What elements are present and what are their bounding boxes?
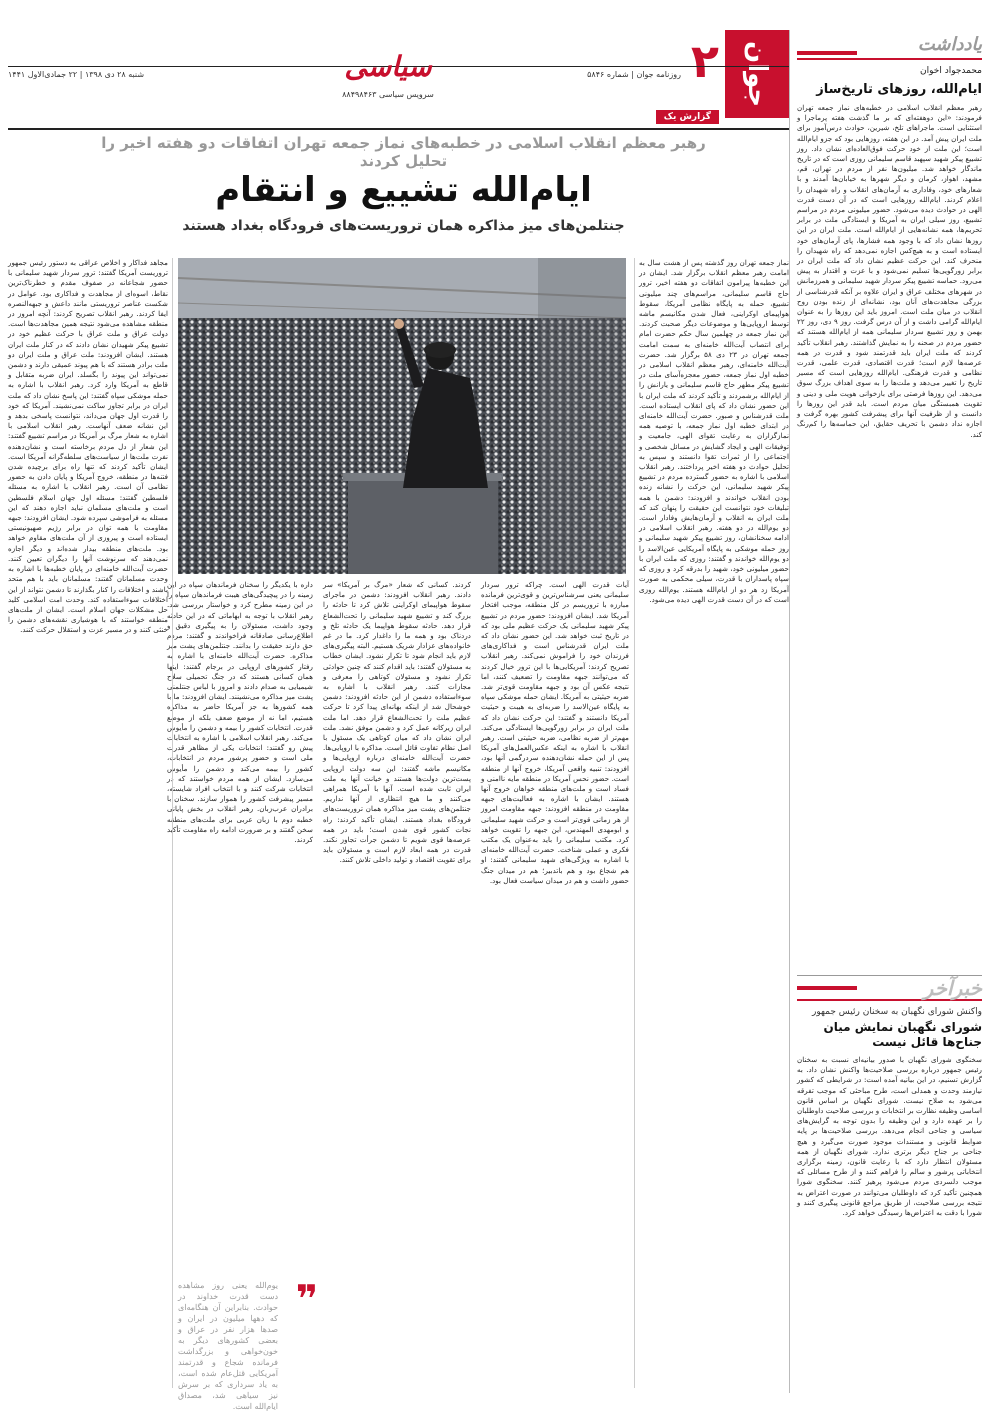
article-column-3-text: کردند. کسانی که شعار «مرگ بر آمریکا» سر دادند. رهبر انقلاب افزودند: دشمن در ماجرای سقوط هواپیمای اوکراینی تلاش کرد تا حادثه را بزرگ کند و تشییع شهید سلیمانی را تحت‌الشعاع قرار دهد. حادثه سقوط هواپیما یک حادثه تلخ و دردناک بود و همه ما را داغدار کرد. ما در غم خانواده‌های عزادار شریک هستیم. البته پیگیری‌های لازم باید انجام شود تا تکرار نشود. ایشان خطاب به مسئولان گفتند: باید اقدام کنند که چنین حوادثی تکرار نشود و مسئولان کوتاهی را معرفی و مجازات کنند. رهبر انقلاب با اشاره به سوءاستفاده دشمن از این حادثه افزودند: دشمن خوشحال شد از اینکه بهانه‌ای پیدا کرد تا حرکت عظیم ملت را تحت‌الشعاع قرار دهد. اما ملت ایران زیرکانه عمل کرد و دشمن موفق نشد. ملت ایران نشان داد که میان کوتاهی یک مسئول با اصل نظام تفاوت قائل است. مذاکره با اروپایی‌ها. حضرت آیت‌الله خامنه‌ای درباره اروپایی‌ها و مکانیسم ماشه گفتند: این سه دولت اروپایی پست‌ترین دولت‌ها هستند و خیانت آنها به ملت ایران ثابت شده است. آنها با آمریکا همراهی می‌کنند و ما هیچ انتظاری از آنها نداریم. جنتلمن‌های پشت میز مذاکره همان تروریست‌های فرودگاه بغداد هستند. ایشان تأکید کردند: راه نجات کشور قوی شدن است؛ باید در همه عرصه‌ها قوی شویم تا دشمن جرأت تجاوز نکند. قدرت در همه ابعاد لازم است و مسئولان باید برای تقویت اقتصاد و تولید داخلی تلاش کنند. xyxy=(323,580,471,865)
article-column-2 xyxy=(481,580,629,1388)
report-tag: گزارش یک xyxy=(656,110,719,124)
article-column-1 xyxy=(639,258,789,1388)
column-divider xyxy=(172,258,173,1388)
article-column-5 xyxy=(8,258,168,1388)
khabar-logo: خبرآخر xyxy=(923,975,982,1000)
article-column-2-text: آیات قدرت الهی است. چراکه ترور سردار سلیمانی یعنی سرشناس‌ترین و قوی‌ترین فرمانده مبارزه با تروریسم در کل منطقه، موجب افتخار آمریکا شد. ایشان افزودند: حضور مردم در تشییع پیکر شهید سلیمانی یک حرکت عظیم ملی بود که در تاریخ ثبت خواهد شد. این حضور نشان داد که ملت ایران قدرشناس است و فداکاری‌های فرزندان خود را فراموش نمی‌کند. رهبر انقلاب تصریح کردند: آمریکایی‌ها با این ترور خیال کردند که می‌توانند جبهه مقاومت را تضعیف کنند، اما نتیجه عکس آن بود و جبهه مقاومت قوی‌تر شد. ضربه حیثیتی به آمریکا. ایشان حمله موشکی سپاه به پایگاه عین‌الاسد را ضربه‌ای به هیبت و حیثیت آمریکا دانستند و گفتند: این حرکت نشان داد که ملت ایران در برابر زورگویی‌ها ایستادگی می‌کند. مهم‌تر از ضربه نظامی، ضربه حیثیتی است. رهبر انقلاب با اشاره به اینکه عکس‌العمل‌های آمریکا پس از این حمله نشان‌دهنده سردرگمی آنها بود، افزودند: تنبیه واقعی آمریکا، خروج آنها از منطقه است. حضور نحس آمریکا در منطقه مایه ناامنی و فساد است و ملت‌های منطقه خواهان خروج آنها هستند. ایشان با اشاره به فعالیت‌های جبهه مقاومت در منطقه افزودند: جبهه مقاومت امروز از هر زمانی قوی‌تر است و حرکت شهید سلیمانی و ابومهدی المهندس، این جبهه را تقویت خواهد کرد. مکتب سلیمانی را باید به‌عنوان یک مکتب فکری و عملی شناخت. حضرت آیت‌الله خامنه‌ای با اشاره به ویژگی‌های شهید سلیمانی گفتند: او هم شجاع بود و هم باتدبیر؛ هم در میدان جنگ حضور داشت و هم در میدان سیاست فعال بود. xyxy=(481,580,629,885)
khabar-body: سخنگوی شورای نگهبان با صدور بیانیه‌ای نسبت به سخنان رئیس جمهور درباره بررسی صلاحیت‌ها واکنش نشان داد. به گزارش تسنیم، در این بیانیه آمده است: در شرایطی که کشور نیازمند وحدت و همدلی است، طرح مباحثی که موجب تفرقه می‌شود به صلاح نیست. شورای نگهبان بر اساس قانون اساسی وظیفه نظارت بر انتخابات و بررسی صلاحیت داوطلبان را بر عهده دارد و این وظیفه را بدون توجه به گرایش‌های سیاسی و جناحی انجام می‌دهد. بررسی صلاحیت‌ها بر پایه ضوابط قانونی و مستندات موجود صورت می‌گیرد و هیچ جناحی بر جناح دیگر برتری ندارد. شورای نگهبان از همه مسئولان انتظار دارد که با رعایت قانون، زمینه برگزاری انتخاباتی پرشور و سالم را فراهم کنند و از طرح مسائلی که موجب دلسردی مردم می‌شود پرهیز کنند. سخنگوی شورا همچنین تأکید کرد که داوطلبان می‌توانند در صورت اعتراض به نتیجه بررسی صلاحیت، از طریق مراجع قانونی پیگیری کنند و شورا با دقت به اعتراض‌ها رسیدگی خواهد کرد. xyxy=(797,1055,982,1218)
main-area xyxy=(8,30,790,1411)
yad-body: رهبر معظم انقلاب اسلامی در خطبه‌های نماز جمعه تهران فرمودند: «این دوهفته‌ای که بر ما گذشت هفته پرماجرا و استثنایی است. ماجراهای تلخ، شیرین، حوادث درس‌آموز برای ملت ایران پیش آمد. در این هفته، روزهایی بود که جزو ایام‌الله است؛ این ملت از خود حرکت فوق‌العاده‌ای نشان داد. روز تشییع پیکر شهید سپهبد قاسم سلیمانی روزی است که در تاریخ ماندگار خواهد شد. میلیون‌ها نفر از مردم در تهران، قم، مشهد، اهواز، کرمان و دیگر شهرها به خیابان‌ها آمدند و با شعارهای خود، وفاداری به آرمان‌های انقلاب و راه شهیدان را اعلام کردند. ایام‌الله روزهایی است که در آن دست قدرت الهی در حوادث دیده می‌شود. حضور میلیونی مردم در مراسم تشییع، روز سیلی ایران به آمریکا و ایستادگی ملت در برابر تحریم‌ها، همه نشانه‌هایی از ایام‌الله است. ملت ایران در این روزها نشان داد که با وجود همه فشارها، پای آرمان‌های خود ایستاده است و به هیچ‌کس اجازه نمی‌دهد که راه شهیدان را منحرف کند. این حرکت عظیم نشان داد که ملت ایران در برابر زورگویی‌ها تسلیم نمی‌شود و با عزت و اقتدار به پیش می‌رود. حماسه تشییع پیکر سردار شهید سلیمانی و همرزمانش در شهرهای مختلف عراق و ایران علاوه بر آنکه قدرشناسی از بزرگی مجاهدت‌های آنان بود، نشانه‌ای از زنده بودن روح انقلاب در میان ملت است. امروز باید این روزها را به عنوان ایام‌الله گرامی داشت و از آن درس گرفت. روز ۹ دی، روز ۲۲ بهمن و روز تشییع سردار سلیمانی همه از ایام‌الله هستند که حضور مردم در صحنه را به نمایش گذاشتند. رهبر انقلاب تأکید کردند که ملت ایران باید قدرتمند شود و قدرت در همه عرصه‌ها لازم است؛ قدرت اقتصادی، قدرت علمی، قدرت نظامی و قدرت فرهنگی. ایام‌الله روزهایی است که مسیر تاریخ را تغییر می‌دهد و ملت‌ها را به سوی اهداف بزرگ سوق می‌دهد. این روزها فرصتی برای بازخوانی هویت ملی و دینی و تقویت همبستگی میان مردم است. باید قدر این روزها را دانست و از ظرفیت آنها برای پیشرفت کشور بهره گرفت و اجازه نداد دشمن با تحریف حقایق، این حماسه‌ها را کم‌رنگ کند. xyxy=(797,103,982,439)
section-subtitle: سرویس سیاسی ۸۸۴۹۸۴۶۳ xyxy=(342,90,434,99)
yad-accent-bar xyxy=(797,51,857,55)
quote-mark-icon: ❞ xyxy=(295,1277,318,1321)
page-number: ۲ xyxy=(690,34,719,88)
khabar-accent-bar xyxy=(797,986,857,990)
issue-info: روزنامه جوان | شماره ۵۸۴۶ xyxy=(587,70,681,79)
issue-date: شنبه ۲۸ دی ۱۳۹۸ | ۲۲ جمادی‌الاول ۱۴۴۱ xyxy=(8,70,145,79)
newspaper-logo: جوان xyxy=(725,30,789,118)
yad-author: محمدجواد اخوان xyxy=(920,66,982,76)
khabar-subtitle: واکنش شورای نگهبان به سخنان رئیس جمهور xyxy=(812,1007,982,1017)
section-logo: سیاسی xyxy=(344,50,432,83)
khabar-header xyxy=(797,975,982,1001)
yad-header xyxy=(797,30,982,60)
masthead xyxy=(8,30,789,130)
article-column-5-text: مجاهد فداکار و اخلاص عراقی به دستور رئیس جمهور تروریست آمریکا گفتند: ترور سردار شهید سلیمانی با حضور شجاعانه در صفوف مقدم و خطرناک‌ترین نقاط، اسوه‌ای از مجاهدت و فداکاری بود. عوامل در شکست عناصر تروریستی مانند داعش و جبهه‌النصره ایفا کردند. رهبر انقلاب تصریح کردند: آنچه امروز در منطقه مشاهده می‌شود نتیجه همین مجاهدت‌ها است. دولت عراق و ملت عراق با حرکت عظیم خود در تشییع پیکر شهیدان نشان دادند که در کنار ملت ایران هستند. ایشان افزودند: ملت عراق و ملت ایران دو ملت برادر هستند که با هم پیوند عمیقی دارند و دشمن نمی‌تواند این پیوند را بگسلد. ایران ضربه متقابل و قاطع به آمریکا وارد کرد. رهبر انقلاب با اشاره به حمله موشکی سپاه گفتند: این پاسخ نشان داد که ملت ایران در برابر تجاوز ساکت نمی‌نشیند. آمریکا که خود را قدرت اول جهان می‌داند، نتوانست پاسخی بدهد و این نشانه ضعف آنهاست. رهبر انقلاب اسلامی با اشاره به شعار مرگ بر آمریکا در مراسم تشییع گفتند: این شعار از دل مردم برخاسته است و نشان‌دهنده نفرت ملت‌ها از سیاست‌های سلطه‌گرانه آمریکا است. ایشان تأکید کردند که تنها راه برای برچیده شدن فتنه‌ها در منطقه، خروج آمریکا و پایان دادن به حضور نظامی آن است. رهبر انقلاب با اشاره به مسئله فلسطین گفتند: مسئله اول جهان اسلام فلسطین است و ملت‌های مسلمان نباید اجازه دهند که این مسئله به فراموشی سپرده شود. ایشان افزودند: جبهه مقاومت با همه توان در برابر رژیم صهیونیستی ایستاده است و پیروزی از آن ملت‌های مقاوم خواهد بود. ملت‌های منطقه بیدار شده‌اند و دیگر اجازه نمی‌دهند که سرنوشت آنها را دیگران تعیین کنند. حضرت آیت‌الله خامنه‌ای در پایان خطبه‌ها با اشاره به وحدت مسلمانان گفتند: مسلمانان باید با هم متحد باشند و اختلافات را کنار بگذارند تا دشمن نتواند از این اختلافات سوءاستفاده کند. وحدت امت اسلامی کلید حل مشکلات جهان اسلام است. ایشان از ملت‌های منطقه خواستند که با هوشیاری نقشه‌های دشمن را خنثی کنند و در مسیر عزت و استقلال حرکت کنند. xyxy=(8,258,168,635)
article-column-3 xyxy=(323,580,471,1388)
article-headline: ایام‌الله تشییع و انتقام xyxy=(215,170,592,210)
pull-quote xyxy=(178,1277,318,1411)
yad-logo: یادداشت xyxy=(917,34,982,55)
article-column-1-text: نماز جمعه تهران روز گذشته پس از هشت سال به امامت رهبر معظم انقلاب برگزار شد. ایشان در این خطبه‌ها پیرامون اتفاقات دو هفته اخیر، ترور حاج قاسم سلیمانی، مراسم‌های چند میلیونی تشییع، حمله به پایگاه نظامی آمریکا، سقوط هواپیمای اوکراینی، فعال شدن مکانیسم ماشه توسط اروپایی‌ها و موضوعات دیگر صحبت کردند. این نماز جمعه در چهلمین سال حکم حضرت امام برای انتصاب آیت‌الله خامنه‌ای به سمت امامت جمعه تهران در ۲۳ دی ۵۸ برگزار شد. حضرت آیت‌الله خامنه‌ای، رهبر معظم انقلاب اسلامی در خطبه اول نماز جمعه، حضور معجزه‌آسای ملت در تشییع پیکر مطهر حاج قاسم سلیمانی و یارانش را از ایام‌الله برشمردند و تأکید کردند که ملت ایران با این حضور نشان داد که پای انقلاب ایستاده است. ملت قدرشناس و صبور. حضرت آیت‌الله خامنه‌ای در ابتدای خطبه اول نماز جمعه، با توصیه همه نمازگزاران به رعایت تقوای الهی، جامعیت و توفیقات الهی و ایجاد گشایش در مسائل شخصی و اجتماعی را از ثمرات تقوا دانستند و سپس به تحلیل حوادث دو هفته اخیر پرداختند. رهبر انقلاب اسلامی با اشاره به حضور گسترده مردم در تشییع پیکر شهید سلیمانی، این حرکت را نشانه زنده بودن انقلاب خواندند و افزودند: دشمن با همه تبلیغات خود نتوانست این حقیقت را پنهان کند که ملت ایران به انقلاب و آرمان‌هایش وفادار است. دو یوم‌الله در دو هفته. رهبر انقلاب اسلامی در ادامه سخنانشان، روز تشییع پیکر شهید سلیمانی و روز حمله موشکی به پایگاه آمریکایی عین‌الاسد را دو یوم‌الله خواندند و گفتند: روزی که ملت ایران با حضور میلیونی خود، شهید را بدرقه کرد و روزی که سپاه پاسداران با قدرت، سیلی محکمی به صورت آمریکا زد هر دو از ایام‌الله هستند. یوم‌الله روزی است که در آن دست قدرت الهی دیده می‌شود. xyxy=(639,258,789,604)
article-subhead: جنتلمن‌های میز مذاکره همان تروریست‌های فرودگاه بغداد هستند xyxy=(182,218,625,234)
khabar-title: شورای نگهبان نمایش میان جناح‌ها قائل نیست xyxy=(823,1020,982,1049)
column-divider xyxy=(634,258,635,1388)
yad-title: ایام‌الله، روزهای تاریخ‌ساز xyxy=(816,82,982,97)
article-column-4 xyxy=(167,580,313,1411)
sidebar xyxy=(797,30,982,1393)
pull-quote-text: یوم‌الله یعنی روز مشاهده دست قدرت خداوند در حوادث. بنابراین آن هنگامه‌ای که دهها میلیون در ایران و صدها هزار نفر در عراق و بعضی کشورهای دیگر به خون‌خواهی و بزرگداشت فرمانده شجاع و قدرتمند آمریکایی قتل‌عام شده است، به یاد سرداری که بر سرش نیز سیاهی شد، مصداق ایام‌الله است. xyxy=(178,1281,278,1411)
article-kicker: رهبر معظم انقلاب اسلامی در خطبه‌های نماز جمعه تهران اتفاقات دو هفته اخیر را تحلیل کردند xyxy=(101,134,706,170)
crowd-photo-graphic xyxy=(178,258,626,574)
article-column-4-text: داره با یکدیگر را سخنان فرماندهان سپاه در این زمینه را در پیچیدگی‌های هیبت فرماندهان سپاه را در این زمینه مطرح کرد و خواستار بررسی شد. رهبر انقلاب با توجه به ابهاماتی که در این حادثه وجود داشت، مسئولان را به پیگیری دقیق و اطلاع‌رسانی صادقانه فراخواندند و گفتند: مردم حق دارند حقیقت را بدانند. جنتلمن‌های پشت میز مذاکره. حضرت آیت‌الله خامنه‌ای با اشاره به رفتار کشورهای اروپایی در برجام گفتند: اینها همان کسانی هستند که در جنگ تحمیلی سلاح شیمیایی به صدام دادند و امروز با لباس جنتلمنی پشت میز مذاکره می‌نشینند. ایشان افزودند: ما با همه کشورها به جز آمریکا حاضر به مذاکره هستیم، اما نه از موضع ضعف بلکه از موضع قدرت. انتخابات کشور را بیمه و دشمن را مأیوس می‌کند. رهبر انقلاب اسلامی با اشاره به انتخابات پیش رو گفتند: انتخابات یکی از مظاهر قدرت ملی است و حضور پرشور مردم در انتخابات، کشور را بیمه می‌کند و دشمن را مأیوس می‌سازد. ایشان از همه مردم خواستند که در انتخابات شرکت کنند و با انتخاب افراد شایسته، مسیر پیشرفت کشور را هموار سازند. سخنان با برادران عرب‌زبان. رهبر انقلاب در بخش پایانی خطبه دوم با زبان عربی برای ملت‌های منطقه سخن گفتند و بر ضرورت ادامه راه مقاومت تأکید کردند. xyxy=(167,580,313,845)
crowd-photo xyxy=(178,258,626,574)
